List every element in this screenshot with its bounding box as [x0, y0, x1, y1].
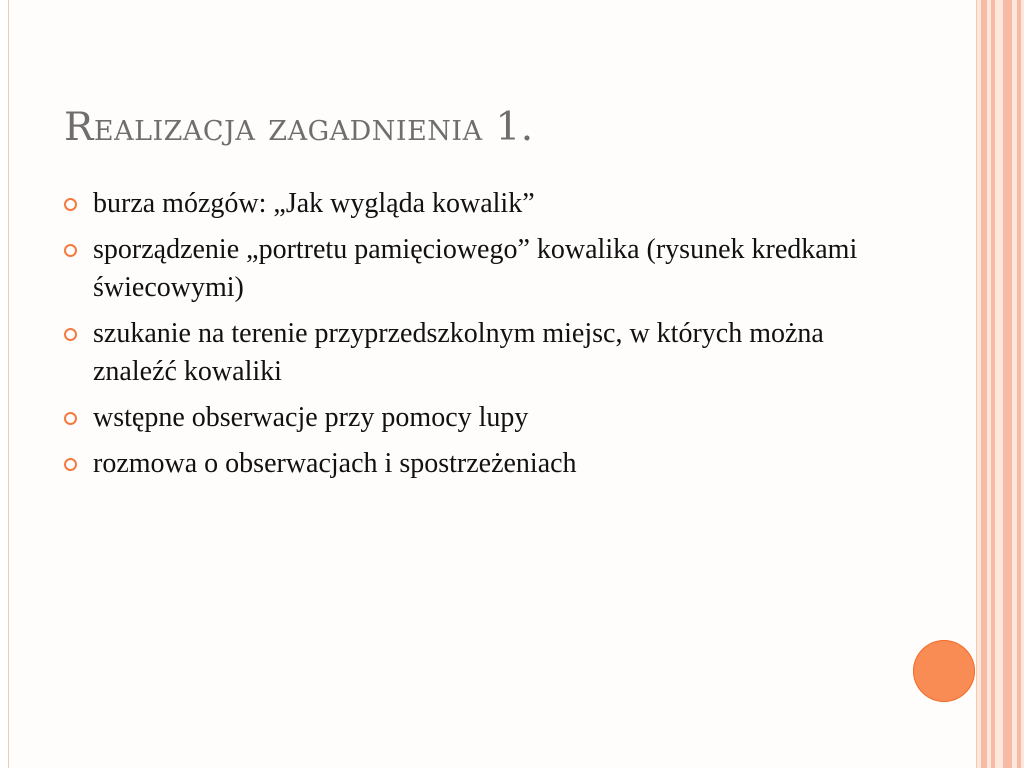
decorative-orange-circle	[913, 640, 975, 702]
side-stripe	[981, 0, 987, 768]
bullet-list	[64, 185, 904, 491]
bullet-circle-icon	[64, 198, 77, 211]
bullet-circle-icon	[64, 458, 77, 471]
bullet-text: wstępne obserwacje przy pomocy lupy	[93, 402, 529, 433]
side-stripe	[1003, 0, 1012, 768]
side-stripe	[1017, 0, 1021, 768]
bullet-circle-icon	[64, 244, 77, 257]
bullet-text: rozmowa o obserwacjach i spostrzeżeniach	[93, 448, 577, 479]
bullet-item	[64, 185, 904, 223]
bullet-text: burza mózgów: „Jak wygląda kowalik”	[93, 188, 535, 219]
bullet-circle-icon	[64, 412, 77, 425]
bullet-text: sporządzenie „portretu pamięciowego” kowalika (rysunek kredkami świecowymi)	[93, 234, 858, 303]
slide-title: Realizacja zagadnienia 1.	[64, 105, 534, 150]
bullet-circle-icon	[64, 328, 77, 341]
decorative-side-stripes	[977, 0, 1024, 768]
bullet-item	[64, 231, 904, 307]
side-stripe	[991, 0, 995, 768]
bullet-text: szukanie na terenie przyprzedszkolnym miejsc, w których można znaleźć kowaliki	[93, 318, 824, 387]
bullet-item	[64, 315, 904, 391]
bullet-item	[64, 445, 904, 483]
bullet-item	[64, 399, 904, 437]
